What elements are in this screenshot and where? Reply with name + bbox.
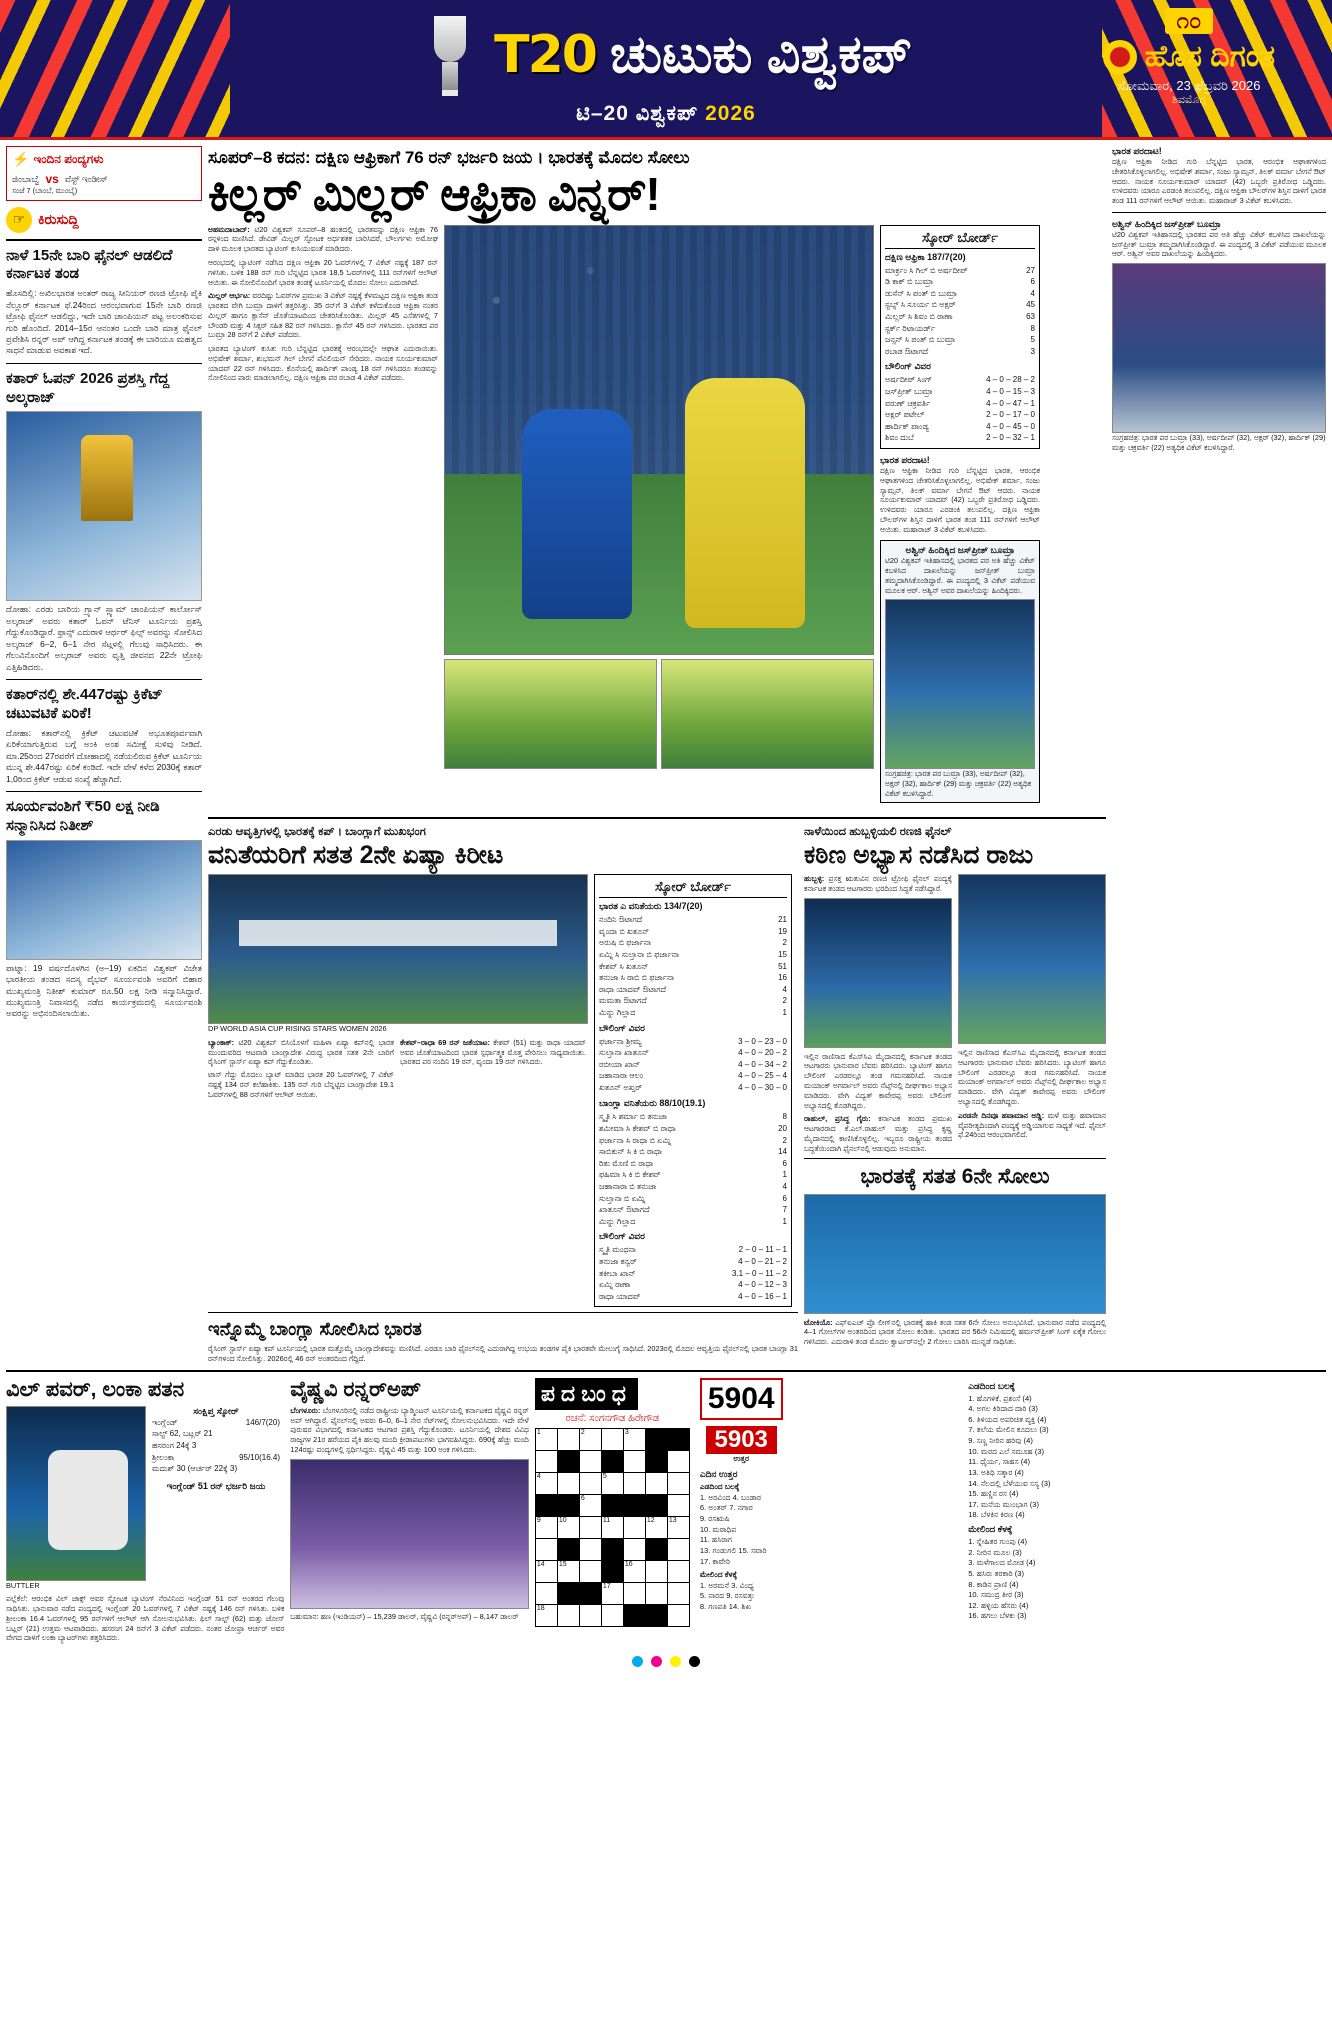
batter-runs: 3 [1030, 346, 1035, 356]
score-value [274, 1428, 280, 1440]
t20-logo: T20 [494, 24, 596, 85]
batter-runs: 2 [782, 1135, 787, 1145]
batter-runs: 27 [1026, 265, 1035, 275]
batter-runs: 16 [778, 973, 787, 983]
brief-item [6, 247, 202, 357]
batter-name: ಡಿ ಕಾಕ್ ಬಿ ಬುಮ್ರಾ [885, 277, 934, 287]
ranji-story [804, 825, 1106, 1363]
ranji-subhead-1: ರಾಹುಲ್, ಪ್ರಸಿದ್ಧ ಗೈರು: [804, 1114, 871, 1124]
left-column [6, 146, 202, 1364]
crossword-block [535, 1378, 962, 1644]
vaishnavi-headline: ವೈಷ್ಣವಿ ರನ್ನರ್‌ಅಪ್ [290, 1377, 422, 1401]
vaishnavi-story [290, 1378, 529, 1644]
batter-name: ಫರ್ಜಾನಾ ಸಿ ರಾಧಾ ಬಿ ಏಮ್ನಿ [599, 1135, 672, 1145]
answer-line: 5. ನಾರದ 9. ರಸವತ್ತು [699, 1591, 755, 1601]
bowler-figures: 3.1 – 0 – 11 – 2 [731, 1268, 787, 1278]
ranji-kicker: ನಾಳೆಯಿಂದ ಹುಬ್ಬಳ್ಳಿಯಲಿ ರಣಜಿ ಫೈನಲ್ [804, 826, 952, 839]
batter-name: ಮಿನ್ನು ಗಿಲ್ಲಾದ [599, 1216, 636, 1226]
kiru-suddi-header [6, 207, 202, 233]
england-result: ಇಂಗ್ಲೆಂಡ್ 51 ರನ್ ಭರ್ಜರಿ ಜಯ [166, 1480, 266, 1491]
ranji-subhead-2: ಎರಡನೇ ದಿನವೂ ಹವಾಮಾನ ಅಡ್ಡಿ: [958, 1110, 1045, 1120]
lead-body-3: ವರದಿಷ್ಟು ಓವರ್‌ಗಳ ಪ್ರಮುಖ 3 ವಿಕೆಟ್ ನಷ್ಟಕ್ಕೆ ಕೆಳಮಟ್ಟದ ದಕ್ಷಿಣ ಆಫ್ರಿಕಾ ತಂಡ ಭಾರತದ ವೇಗಿ ಬುಮ್ರಾ ದಾಳಿಗೆ ತತ್ತರಿಸಿತ್ತು. 35 ರನ್‌ಗೆ 3 ವಿಕೆಟ್ ಕಳೆದುಕೊಂಡ ಆಫ್ರಿಕಾ ನಂತರ ಮಿಲ್ಲರ್ ಹಾಗೂ ಕ್ಲಾಸೆನ್ ಜೊತೆಯಾಟದಿಂದ ಚೇತರಿಸಿಕೊಂಡಿತು. ಮಿಲ್ಲರ್ 45 ಎಸೆತಗಳಲ್ಲಿ 7 ಬೌಂಡರಿ ಮತ್ತು 4 ಸಿಕ್ಸರ್ ಸಹಿತ 82 ರನ್ ಗಳಿಸಿದರು. ಕ್ಲಾಸೆನ್ 45 ರನ್ ಗಳಿಸಿದರು. ಭಾರತದ ಪರ ಬುಮ್ರಾ 28 ರನ್‌ಗೆ 2 ವಿಕೆಟ್ ಪಡೆದರು. [208, 291, 438, 340]
batter-runs: 6 [1030, 277, 1035, 287]
batter-name: ರಾಧಾ ಯಾದವ್ ಔಟಾಗದೆ [599, 984, 667, 994]
tournament-subtitle: ಟಿ–20 ವಿಶ್ವಕಪ್ [576, 101, 699, 125]
clue-item: 10. ಸಮುದ್ರ ತೀರ (3) [968, 1590, 1024, 1600]
scoreboard-column [880, 225, 1040, 810]
brief-body: ಹೊಸದಿಲ್ಲಿ: ಅಖಿಲಭಾರತ ಅಂತರ್ ರಾಜ್ಯ ಸೀನಿಯರ್ ರಣಜಿ ಟ್ರೋಫಿ ಪೈಕಿ ನೆಲ್ಲೂರ್ ಕರ್ನಾಟಕ ಫೆ.24ರಿಂದ ಆರಂಭವಾಗುವ 15ನೇ ಬಾರಿ ರಣಜಿ ಟ್ರೋಫಿ ಫೈನಲ್ ಆಡಲಿದ್ದು, ಇದೇ ಬಾರಿ ಚಾಂಪಿಯನ್ ಪಟ್ಟ ಅಲಂಕರಿಸುವ ಗುರಿ ಹೊಂದಿದೆ. 2014–15ರ ಆನಂತರ ಒಂದೇ ಬಾರಿ ಮಾತ್ರ ಫೈನಲ್ ಪ್ರವೇಶಿಸಿ ರನ್ನರ್ ಅಪ್ ಆಗಿದ್ದ ಕರ್ನಾಟಕ ತಂಡಕ್ಕೆ ಈ ಬಾರಿಯೂ ಮಹತ್ವದ ಸಾಧನೆ ಮಾಡುವ ಅವಕಾಶ ಇದೆ. [6, 288, 202, 356]
bowler-name: ಜಹಾನಾರಾ ಆಲಂ [599, 1071, 644, 1081]
clue-item: 8. ಕಾಡಿನ ಪ್ರಾಣಿ (4) [968, 1579, 1019, 1589]
batter-name: ಜಹಾನಾರಾ ಬಿ ತನುಜಾ [599, 1182, 657, 1192]
clue-item: 15. ಹಣ್ಣಿನ ರಸ (4) [968, 1489, 1019, 1499]
batter-name: ರಿತು ಮೊಣಿ ಬಿ ರಾಧಾ [599, 1158, 654, 1168]
clue-item: 13. ಅತಿಥಿ ಸತ್ಕಾರ (4) [968, 1467, 1024, 1477]
bumrah-box-title: ಅಶ್ವಿನ್ ಹಿಂದಿಕ್ಕಿದ ಜಸ್‌ಪ್ರೀತ್ ಬೂಮ್ರಾ [905, 545, 1015, 556]
women-story-kicker: ಎರಡು ಆವೃತ್ತಿಗಳಲ್ಲಿ ಭಾರತಕ್ಕೆ ಕಪ್ । ಬಾಂಗ್ಲಾಗೆ ಮುಖಭಂಗ [208, 826, 426, 839]
batter-name: ಖಾತೂನ್ ಔಟಾಗದೆ [599, 1205, 650, 1215]
black-dot [689, 1656, 700, 1667]
score-label: ಮದುಶ್ 30 (ಆರ್ಚರ್ 22ಕ್ಕೆ 3) [152, 1464, 238, 1474]
brief-headline: ಸೂರ್ಯವಂಶಿಗೆ ₹50 ಲಕ್ಷ ನೀಡಿ ಸನ್ಮಾನಿಸಿದ ನಿತೀಶ್ [6, 798, 160, 834]
match-vs-label: vs [45, 172, 59, 186]
bumrah-box [880, 540, 1040, 803]
ranji-body-3: ಕರ್ನಾಟಕ ತಂಡದ ಪ್ರಮುಖ ಆಟಗಾರರಾದ ಕೆ.ಎಲ್.ರಾಹುಲ್ ಮತ್ತು ಪ್ರಸಿದ್ಧ ಕೃಷ್ಣ ಮೈದಾನದಲ್ಲಿ ಕಾಣಿಸಿಕೊಳ್ಳಲಿಲ್ಲ. ಇಬ್ಬರೂ ರಾಷ್ಟ್ರೀಯ ತಂಡದ ಬದ್ಧತೆಯಿಂದಾಗಿ ಫೈನಲ್‌ನಲ್ಲಿ ಆಡುವುದು ಅನುಮಾನ. [804, 1114, 952, 1153]
bowler-figures: 4 – 0 – 16 – 1 [738, 1291, 787, 1301]
batter-runs: 6 [782, 1193, 787, 1203]
score-value: 146/7(20) [245, 1417, 280, 1427]
clue-item: 9. ಸಣ್ಣ ನೀರಿನ ಹರಿವು (4) [968, 1436, 1033, 1446]
batter-runs: 6 [782, 1158, 787, 1168]
ranji-dateline: ಹುಬ್ಬಳ್ಳಿ: [804, 874, 825, 884]
batter-runs: 51 [778, 961, 787, 971]
women-scoreboard [594, 874, 792, 1307]
batter-name: ಮಮತಾ ಔಟಾಗದೆ [599, 996, 647, 1006]
alcaraz-photo [6, 411, 202, 601]
bowler-figures: 4 – 0 – 25 – 4 [738, 1071, 787, 1081]
right-col-photo [1112, 263, 1326, 433]
masthead-right [1064, 8, 1314, 107]
clue-item: 3. ಮಳೆಗಾಲದ ಮೋಡ (4) [968, 1558, 1036, 1568]
batting-list [885, 265, 1035, 358]
india-summary-title: ಭಾರತ ಪರದಾಟ! [880, 455, 930, 465]
lead-body-2: ಆರಂಭದಲ್ಲಿ ಬ್ಯಾಟಿಂಗ್ ನಡೆಸಿದ ದಕ್ಷಿಣ ಆಫ್ರಿಕಾ 20 ಓವರ್‌ಗಳಲ್ಲಿ 7 ವಿಕೆಟ್ ನಷ್ಟಕ್ಕೆ 187 ರನ್ ಗಳಿಸಿತು. ಬಳಿಕ 188 ರನ್ ಗುರಿ ಬೆನ್ನಟ್ಟಿದ ಭಾರತ 18.5 ಓವರ್‌ಗಳಲ್ಲಿ 111 ರನ್‌ಗಳಿಗೆ ಆಲೌಟ್ ಆಯಿತು. ಈ ಸೋಲಿನೊಂದಿಗೆ ಭಾರತ ತಂಡಕ್ಕೆ ಟೂರ್ನಿಯಲ್ಲಿ ಮೊದಲ ಸೋಲು ಎದುರಾಗಿದೆ. [208, 257, 438, 287]
brief-headline: ನಾಳೆ 15ನೇ ಬಾರಿ ಫೈನಲ್ ಆಡಲಿದೆ ಕರ್ನಾಟಕ ತಂಡ [6, 246, 173, 283]
right-col-subtitle: ಅಶ್ವಿನ್ ಹಿಂದಿಕ್ಕಿದ ಜಸ್‌ಪ್ರೀತ್ ಬೂಮ್ರಾ [1112, 218, 1221, 229]
crossword-grid[interactable]: 1 2 3 4 5 6 9 10 11 12 13 14 15 16 17 18 [535, 1428, 690, 1627]
batter-name: ಸ್ಮೃತಿ ಸಿ ಶರ್ಮಾ ಬಿ ತನುಜಾ [599, 1112, 667, 1122]
bowler-figures: 2 – 0 – 17 – 0 [986, 410, 1035, 420]
ranji-body-4: ಮಳೆ ಮತ್ತು ಹವಾಮಾನ ವೈಪರೀತ್ಯದಿಂದಾಗಿ ಪಂದ್ಯಕ್ಕೆ ಅಡ್ಡಿಯಾಗುವ ಸಾಧ್ಯತೆ ಇದೆ. ಫೈನಲ್ ಫೆ.24ರಿಂದ ಆರಂಭವಾಗಲಿದೆ. [958, 1110, 1106, 1140]
score-label: ಶ್ರೀಲಂಕಾ [152, 1452, 175, 1462]
bumrah-box-body: ಟಿ20 ವಿಶ್ವಕಪ್ ಇತಿಹಾಸದಲ್ಲಿ ಭಾರತದ ಪರ ಅತಿ ಹೆಚ್ಚು ವಿಕೆಟ್ ಕಬಳಿಸಿದ ದಾಖಲೆಯನ್ನು ಜಸ್‌ಪ್ರೀತ್ ಬುಮ್ರಾ ತಮ್ಮದಾಗಿಸಿಕೊಂಡಿದ್ದಾರೆ. ಈ ಪಂದ್ಯದಲ್ಲಿ 3 ವಿಕೆಟ್ ಪಡೆಯುವ ಮೂಲಕ ಆರ್. ಅಶ್ವಿನ್ ಅವರ ದಾಖಲೆಯನ್ನು ಹಿಂದಿಕ್ಕಿದರು. [885, 556, 1035, 595]
buttler-photo [6, 1406, 146, 1581]
bowler-name: ಸ್ಮೃತಿ ಮಂಧನಾ [599, 1245, 636, 1255]
vaishnavi-dateline: ಬೆಂಗಳೂರು: [290, 1405, 321, 1415]
women-asia-cup-story [208, 825, 798, 1363]
clue-item: 11. ಧೈರ್ಯ, ಸಾಹಸ (4) [968, 1457, 1030, 1467]
ranji-bowler-photo [958, 874, 1106, 1044]
women-scoreboard-title: ಸ್ಕೋರ್ ಬೋರ್ಡ್ [599, 879, 787, 898]
bowler-figures: 4 – 0 – 47 – 1 [986, 398, 1035, 408]
paper-logo-icon [1103, 40, 1137, 74]
batter-runs: 5 [1030, 335, 1035, 345]
brief-body: ಪಾಟ್ನಾ: 19 ವರ್ಷದೊಳಗಿನ (ಅ–19) ಏಕದಿನ ವಿಶ್ವಕಪ್ ವಿಜೇತ ಭಾರತೀಯ ತಂಡದ ಸದಸ್ಯ ವೈಭವ್ ಸೂರ್ಯವಂಶಿ ಅವರಿಗೆ ಬಿಹಾರ ಮುಖ್ಯಮಂತ್ರಿ ನಿತೀಶ್ ಕುಮಾರ್ ರೂ.50 ಲಕ್ಷ ನೀಡಿ ಸನ್ಮಾನಿಸಿದ್ದಾರೆ. ಮುಖ್ಯಮಂತ್ರಿ ನಿವಾಸದಲ್ಲಿ ನಡೆದ ಕಾರ್ಯಕ್ರಮದಲ್ಲಿ ಸೂರ್ಯವಂಶಿ ಅವರನ್ನು ಅಭಿನಂದಿಸಲಾಯಿತು. [6, 962, 202, 1019]
yellow-dot [670, 1656, 681, 1667]
ranji-body-1: ಪ್ರಸಕ್ತ ಋತುವಿನ ರಣಜಿ ಟ್ರೋಫಿ ಫೈನಲ್ ಪಂದ್ಯಕ್ಕೆ ಕರ್ನಾಟಕ ತಂಡದ ಆಟಗಾರರು ಭರದಿಂದ ಸಿದ್ಧತೆ ನಡೆಸಿದ್ದಾರೆ. [804, 874, 952, 893]
vaishnavi-body: ಬೆಂಗಳೂರಿನಲ್ಲಿ ನಡೆದ ರಾಷ್ಟ್ರೀಯ ಬ್ಯಾಡ್ಮಿಂಟನ್ ಟೂರ್ನಿಯಲ್ಲಿ ಕರ್ನಾಟಕದ ವೈಷ್ಣವಿ ರನ್ನರ್ ಅಪ್ ಆಗಿದ್ದಾರೆ. ಫೈನಲ್‌ನಲ್ಲಿ ಅವರು 6–0, 6–1 ನೇರ ಸೆಟ್‌ಗಳಲ್ಲಿ ಸೋಲನುಭವಿಸಿದರು. ಇದೇ ವೇಳೆ ಪುರುಷರ ವಿಭಾಗದಲ್ಲಿ ಕರ್ನಾಟಕದ ಆಟಗಾರ ಪ್ರಶಸ್ತಿ ಗೆದ್ದುಕೊಂಡರು. ಟೂರ್ನಿಯಲ್ಲಿ ದೇಶದ ವಿವಿಧ ರಾಜ್ಯಗಳ 21ರ ಹರೆಯದ ಪೈಕಿ ಹಲವು ಮಂದಿ ಕ್ರೀಡಾಪಟುಗಳು ಭಾಗವಹಿಸಿದ್ದರು. 690ಕ್ಕೆ ಹೆಚ್ಚು ಮಂದಿ 124ರಷ್ಟು ಪಂದ್ಯಗಳಲ್ಲಿ ಸ್ಪರ್ಧಿಸಿದ್ದರು. ವೈಷ್ಣವಿ 45 ಮತ್ತು 100 ಅಂಕ ಗಳಿಸಿದರು. [290, 1405, 529, 1454]
batter-runs: 8 [1030, 323, 1035, 333]
publication-date: ಸೋಮವಾರ, 23 ಫೆಬ್ರವರಿ 2026 [1117, 78, 1261, 93]
batter-runs: 21 [778, 915, 787, 925]
crossword-number: 5904 [707, 1381, 775, 1415]
clue-item: 6. ತಿಳಿಯದ ಅಪರಿಚಿತ ವ್ಯಕ್ತಿ (4) [968, 1414, 1047, 1424]
magenta-dot [651, 1656, 662, 1667]
scoreboard-team: ದಕ್ಷಿಣ ಆಫ್ರಿಕಾ 187/7(20) [885, 251, 966, 262]
lead-kicker: ಸೂಪರ್–8 ಕದನ: ದಕ್ಷಿಣ ಆಫ್ರಿಕಾಗೆ 76 ರನ್ ಭರ್ಜರಿ ಜಯ । ಭಾರತಕ್ಕೆ ಮೊದಲ ಸೋಲು [208, 148, 690, 167]
bowler-name: ತಕೀಬಾ ಖಾನ್ [599, 1268, 636, 1278]
india-summary-body: ದಕ್ಷಿಣ ಆಫ್ರಿಕಾ ನೀಡಿದ ಗುರಿ ಬೆನ್ನಟ್ಟಿದ ಭಾರತ, ಆರಂಭಿಕ ಆಘಾತಗಳಿಂದ ಚೇತರಿಸಿಕೊಳ್ಳಲಾಗಲಿಲ್ಲ. ಅಭಿಷೇಕ್ ಶರ್ಮಾ, ಸಂಜು ಸ್ಯಾಮ್ಸನ್, ತಿಲಕ್ ವರ್ಮಾ ಬೇಗನೆ ಔಟ್ ಆದರು. ನಾಯಕ ಸೂರ್ಯಕುಮಾರ್ ಯಾದವ್ (42) ಒಬ್ಬರೇ ಪ್ರತಿರೋಧ ಒಡ್ಡಿದರು. ಉಳಿದವರು ಯಾರೂ ಎರಡಂಕಿ ತಲುಪಲಿಲ್ಲ. ದಕ್ಷಿಣ ಆಫ್ರಿಕಾ ಬೌಲರ್‌ಗಳ ಶಿಸ್ತಿನ ದಾಳಿಗೆ ಭಾರತ ತಂಡ 111 ರನ್‌ಗಳಿಗೆ ಆಲೌಟ್ ಆಯಿತು. ಮಹಾರಾಜ್ 3 ವಿಕೆಟ್ ಕಬಳಿಸಿದರು. [880, 466, 1040, 534]
bowler-name: ಖತೂನ್ ಅಖ್ತರ್ [599, 1082, 643, 1092]
brief-headline: ಕತಾರ್ ಓಪನ್ 2026 ಪ್ರಶಸ್ತಿ ಗೆದ್ದ ಅಲ್ಕರಾಜ್ [6, 369, 170, 406]
clue-item: 5. ಹಸಿರು ತರಕಾರಿ (3) [968, 1568, 1025, 1578]
batter-name: ಮಿನ್ನು ಗಿಲ್ಲಾದ [599, 1007, 636, 1017]
bowler-figures: 4 – 0 – 30 – 0 [738, 1082, 787, 1092]
women-subhead: ಕೇಶವ್–ರಾಧಾ 69 ರನ್ ಜತೆಯಾಟ: [400, 1037, 490, 1047]
celebration-photo-1 [444, 659, 657, 769]
batter-runs: 1 [782, 1170, 787, 1180]
batter-runs: 19 [778, 926, 787, 936]
crossword-answer-label: ಉತ್ತರ [733, 1453, 750, 1463]
batter-name: ಸ್ಟಬ್ಸ್ ಸಿ ಸೂರ್ಯ ಬಿ ಅಕ್ಷರ್ [885, 300, 956, 310]
bowler-name: ರಬೀಯಾ ಖಾನ್ [599, 1059, 641, 1069]
right-col-subbody: ಟಿ20 ವಿಶ್ವಕಪ್ ಇತಿಹಾಸದಲ್ಲಿ ಭಾರತದ ಪರ ಅತಿ ಹೆಚ್ಚು ವಿಕೆಟ್ ಕಬಳಿಸಿದ ದಾಖಲೆಯನ್ನು ಜಸ್‌ಪ್ರೀತ್ ಬುಮ್ರಾ ತಮ್ಮದಾಗಿಸಿಕೊಂಡಿದ್ದಾರೆ. ಈ ಪಂದ್ಯದಲ್ಲಿ 3 ವಿಕೆಟ್ ಪಡೆಯುವ ಮೂಲಕ ಆರ್. ಅಶ್ವಿನ್ ಅವರ ದಾಖಲೆಯನ್ನು ಹಿಂದಿಕ್ಕಿದರು. [1112, 229, 1326, 259]
clue-item: 14. ನೆಲದಲ್ಲಿ ಬೆಳೆಯುವ ಸಸ್ಯ (3) [968, 1478, 1051, 1488]
masthead [0, 0, 1332, 140]
answer-line: 17. ಕಾವೇರಿ [699, 1556, 730, 1566]
vaishnavi-photo [290, 1459, 529, 1609]
clue-item: 1. ಸ್ನೇಹಿತರ ಗುಂಪು (4) [968, 1537, 1028, 1547]
right-column [1112, 146, 1326, 1364]
clue-item: 12. ಹಳ್ಳಿಯ ಹೆಸರು (4) [968, 1600, 1029, 1610]
women-dateline: ಬ್ಯಾಂಕಾಕ್: [208, 1037, 235, 1047]
paper-name: ಹೊಸ ದಿಗಂತ [1144, 40, 1276, 73]
score-label: ಇಂಗ್ಲೆಂಡ್ [152, 1417, 178, 1427]
batter-runs: 4 [782, 1182, 787, 1192]
trophy-icon [420, 12, 480, 98]
ranji-body-2b: ಇಲ್ಲಿನ ರಾಣಿಸಾದ ಕೆಎಸ್‌ಸಿಎ ಮೈದಾನದಲ್ಲಿ ಕರ್ನಾಟಕ ತಂಡದ ಆಟಗಾರರು ಭಾನುವಾರ ಬೆವರು ಹರಿಸಿದರು. ಬ್ಯಾಟಿಂಗ್ ಹಾಗೂ ಬೌಲಿಂಗ್ ಎರಡರಲ್ಲೂ ತಂಡ ಗಮನಹರಿಸಿದೆ. ನಾಯಕ ಮಯಾಂಕ್ ಅಗರ್ವಾಲ್ ಅವರು ನೆಟ್ಸ್‌ನಲ್ಲಿ ದೀರ್ಘಕಾಲ ಅಭ್ಯಾಸ ಮಾಡಿದರು. ವೇಗಿ ವಿದ್ವತ್ ಕಾವೇರಪ್ಪ ಅವರು ಬೌಲಿಂಗ್ ಅಭ್ಯಾಸದಲ್ಲಿ ತೊಡಗಿದ್ದರು. [958, 1048, 1106, 1106]
masthead-left-decoration [0, 0, 230, 137]
bowler-figures: 4 – 0 – 12 – 3 [738, 1280, 787, 1290]
surya-award-photo [6, 840, 202, 960]
women-photo-caption: DP WORLD ASIA CUP RISING STARS WOMEN 2026 [208, 1024, 387, 1034]
right-col-caption: ಸಂಗ್ರಹಚಿತ್ರ: ಭಾರತ ಪರ ಬುಮ್ರಾ (33), ಅರ್ಷದೀಪ್ (32), ಅಕ್ಷರ್ (32), ಹಾರ್ದಿಕ್ (29) ಮತ್ತು ಚಕ್ರವರ್ತಿ (22) ಅತ್ಯಧಿಕ ವಿಕೆಟ್ ಕಬಳಿಸಿದ್ದಾರೆ. [1112, 433, 1326, 452]
women-scoreboard-team2: ಬಾಂಗ್ಲಾ ವನಿತೆಯರು 88/10(19.1) [599, 1098, 706, 1109]
brief-item [6, 798, 202, 1020]
answer-line: 1. ಅರವಿಂದ 4. ಬಂಡಾರ [699, 1492, 762, 1502]
score-value [274, 1463, 280, 1475]
brief-headline: ಕತಾರ್‌ನಲ್ಲಿ ಶೇ.447ರಷ್ಟು ಕ್ರಿಕೆಟ್ ಚಟುವಟಿಕೆ ಏರಿಕೆ! [6, 686, 163, 722]
answer-line: 11. ಹಸಿರಾಗ [699, 1535, 733, 1545]
crossword-number-box [700, 1378, 783, 1420]
women-footer-body: ರೈಸಿಂಗ್ ಸ್ಟಾರ್ಸ್ ಏಷ್ಯಾ ಕಪ್ ಟೂರ್ನಿಯಲ್ಲಿ ಭಾರತ ಮತ್ತೊಮ್ಮೆ ಬಾಂಗ್ಲಾದೇಶವನ್ನು ಮಣಿಸಿದೆ. ಎರಡೂ ಬಾರಿ ಫೈನಲ್‌ನಲ್ಲಿ ಎದುರಾಗಿದ್ದ ಉಭಯ ತಂಡಗಳ ಪೈಕಿ ಭಾರತವೇ ಮೇಲುಗೈ ಸಾಧಿಸಿದೆ. 2023ರಲ್ಲಿ ಮೊದಲ ಆವೃತ್ತಿಯ ಫೈನಲ್‌ನಲ್ಲಿ ಭಾರತ ಬಾಂಗ್ಲಾ 31 ರನ್‌ಗಳಿಂದ ಸೋಲಿಸಿತ್ತು. 2026ರಲ್ಲಿ 46 ರನ್ ಅಂತರದಿಂದ ಗೆದ್ದಿದೆ. [208, 1344, 798, 1363]
answer-line: 9. ರಸಋಷಿ [699, 1514, 730, 1524]
bowler-name: ಅಕ್ಷರ್ ಪಟೇಲ್ [885, 410, 925, 420]
score-value: 95/10(16.4) [239, 1452, 280, 1462]
bowler-name: ಏಮ್ನಿ ರಾಣಾ [599, 1280, 631, 1290]
clue-item: 2. ನೀರಿನ ಮೂಲ (3) [968, 1547, 1022, 1557]
bowler-name: ಅರ್ಷದೀಪ್ ಸಿಂಗ್ [885, 375, 932, 385]
bowling-title: ಬೌಲಿಂಗ್ ವಿವರ [885, 361, 931, 372]
batter-name: ಸುಲ್ತಾನಾ ಬಿ ಏಮ್ನಿ [599, 1193, 646, 1203]
clue-item: 10. ಮರದ ಎಲೆ ಸಮೂಹ (3) [968, 1446, 1045, 1456]
bowler-figures: 4 – 0 – 15 – 3 [986, 387, 1035, 397]
answers-across-title: ಎಡದಿಂದ ಬಲಕ್ಕೆ [699, 1482, 740, 1492]
cyan-dot [632, 1656, 643, 1667]
vaishnavi-prize: ಬಹುಮಾನ: ಹಣ (ಇಂಡಿಯನ್) – 15,239 ಡಾಲರ್, ವೈಷ್ಣವಿ (ರನ್ನರ್‌ಅಪ್) – 8,147 ಡಾಲರ್ [290, 1611, 519, 1621]
bowler-figures: 4 – 0 – 20 – 2 [738, 1048, 787, 1058]
todays-matches-box [6, 146, 202, 201]
batter-runs: 7 [782, 1205, 787, 1215]
clue-item: 4. ಅಗಲ ಕಿರಿದಾದ ದಾರಿ (3) [968, 1404, 1038, 1414]
batter-runs: 1 [782, 1007, 787, 1017]
answer-line: 1. ಅರಮನೆ 3. ವಿಂಧ್ಯ [699, 1580, 754, 1590]
todays-matches-title: ಇಂದಿನ ಪಂದ್ಯಗಳು [33, 152, 104, 166]
women-footer-headline: ಇನ್ನೊಮ್ಮೆ ಬಾಂಗ್ಲಾ ಸೋಲಿಸಿದ ಭಾರತ [208, 1319, 422, 1340]
crossword-answer-box [700, 1424, 783, 1467]
bowler-figures: 4 – 0 – 34 – 2 [738, 1059, 787, 1069]
crossword-answer-number: 5903 [706, 1426, 777, 1454]
batter-runs: 63 [1026, 312, 1035, 322]
down-title: ಮೇಲಿಂದ ಕೆಳಕ್ಕೆ [968, 1524, 1013, 1535]
scoreboard-title: ಸ್ಕೋರ್ ಬೋರ್ಡ್ [885, 230, 1035, 249]
bowler-name: ಶಿವಂ ದುಬೆ [885, 433, 914, 443]
bowler-figures: 3 – 0 – 23 – 0 [738, 1036, 787, 1046]
batter-runs: 2 [782, 996, 787, 1006]
bowler-name: ಫರ್ಜಾನಾ ಶ್ರೀಮ್ಯ [599, 1036, 642, 1046]
batter-name: ತನುಜಾ ಸಿ ರಾಬಿ ಬಿ ಫರ್ಜಾನಾ [599, 973, 675, 983]
batter-runs: 1 [782, 1216, 787, 1226]
kiru-suddi-label: ಕಿರುಸುದ್ದಿ [38, 211, 79, 228]
match-detail: ಸಂಜೆ 7 (ಬಾಂಬೆ, ಮುಂಬೈ) [12, 186, 78, 195]
bowler-figures: 4 – 0 – 21 – 2 [738, 1257, 787, 1267]
match-team-a: ಜಿಂಬಾಬ್ವೆ [12, 173, 40, 184]
lead-body-1: ಟಿ20 ವಿಶ್ವಕಪ್ ಸೂಪರ್–8 ಹಂತದಲ್ಲಿ ಭಾರತವನ್ನು ದಕ್ಷಿಣ ಆಫ್ರಿಕಾ 76 ರನ್ಗಳಿಂದ ಮಣಿಸಿದೆ. ಡೇವಿಡ್ ಮಿಲ್ಲರ್ ಸ್ಫೋಟಕ ಅರ್ಧಶತಕ ಬಾರಿಸಿದರೆ, ಬೌಲರ್ಗಳು ಅಮೋಘ ದಾಳಿ ಮೂಲಕ ಭಾರತದ ಬ್ಯಾಟಿಂಗ್ ಕುಸಿಯುವಂತೆ ಮಾಡಿದರು. [208, 224, 438, 254]
india-summary-box [880, 455, 1040, 534]
batter-name: ಜನ್ಸನ್ ಸಿ ಪಂತ್ ಬಿ ಬುಮ್ರಾ [885, 335, 956, 345]
score-value [274, 1440, 280, 1452]
bottom-section [0, 1378, 1332, 1652]
pointer-icon: ☞ [6, 207, 32, 233]
batter-name: ವೃಂದಾ ಬಿ ಖತೂನ್ [599, 926, 650, 936]
masthead-center [250, 0, 1082, 137]
clue-item: 1. ಹೊಗಳಿಕೆ, ಪ್ರಶಂಸೆ (4) [968, 1393, 1032, 1403]
lead-headline: ಕಿಲ್ಲರ್ ಮಿಲ್ಲರ್ ಆಫ್ರಿಕಾ ವಿನ್ನರ್! [208, 168, 660, 221]
crossword-author: ರಚನೆ: ಸಂಗನಗೌಡ ಹಿರೇಗೌಡ [565, 1412, 660, 1424]
batter-runs: 14 [778, 1147, 787, 1157]
hockey-photo [804, 1194, 1106, 1314]
bowler-name: ರಾಧಾ ಯಾದವ್ [599, 1291, 641, 1301]
women-bowling-title: ಬೌಲಿಂಗ್ ವಿವರ [599, 1022, 645, 1033]
batter-runs: 45 [1026, 300, 1035, 310]
answer-line: 6. ಅಂತರ್ 7. ನಗಾರ [699, 1503, 753, 1513]
batter-name: ಫಹಿಮಾ ಸಿ ಕಿ ಬಿ ಕೇಶವ್ [599, 1170, 661, 1180]
batter-name: ಶಮೀಮಾ ಸಿ ಕೇಶವ್ ಬಿ ರಾಧಾ [599, 1124, 676, 1134]
england-score-title: ಸಂಕ್ಷಿಪ್ತ ಸ್ಕೋರ್ [193, 1405, 239, 1416]
right-col-title: ಭಾರತ ಪರದಾಟ! [1112, 146, 1162, 156]
women-body-1: ಟಿ20 ವಿಶ್ವಕಪ್ ಬಿಸಿಯೊಳಗೆ ಮಹಿಳಾ ಏಷ್ಯಾ ಕಪ್‌ನಲ್ಲಿ ಭಾರತ ಮುಂದುವರಿದ ಆಟವಾಡಿ ಬಾಂಗ್ಲಾದೇಶ ವಿರುದ್ಧ ಭಾರತ ಸತತ 2ನೇ ಬಾರಿಗೆ ರೈಸಿಂಗ್ ಸ್ಟಾರ್ಸ್ ಏಷ್ಯಾ ಕಪ್ ಗೆದ್ದುಕೊಂಡಿತು. [208, 1037, 394, 1067]
women-scoreboard-team1: ಭಾರತ ಎ ವನಿತೆಯರು 134/7(20) [599, 901, 703, 912]
hockey-body: ಎಫ್‌ಐಎಚ್ ಪ್ರೊ ಲೀಗ್‌ನಲ್ಲಿ ಭಾರತಕ್ಕೆ ಹಾಕಿ ತಂಡ ಸತತ 6ನೇ ಸೋಲು ಅನುಭವಿಸಿದೆ. ಭಾನುವಾರ ನಡೆದ ಪಂದ್ಯದಲ್ಲಿ 4–1 ಗೋಲ್‌ಗಳ ಅಂತರದಿಂದ ಭಾರತ ಸೋಲು ಕಂಡಿತು. ಭಾರತದ ಪರ 56ನೇ ನಿಮಿಷದಲ್ಲಿ ಹರ್ಮನ್‌ಪ್ರೀತ್ ಸಿಂಗ್ ಏಕೈಕ ಗೋಲು ಗಳಿಸಿದರು. ಎದುರಾಳಿ ತಂಡ ಮೊದಲ ಕ್ವಾರ್ಟರ್‌ನಲ್ಲೇ 2 ಗೋಲು ಬಾರಿಸಿ ಮುನ್ನಡೆ ಸಾಧಿಸಿತು. [804, 1317, 1107, 1347]
crossword-title: ಪದಬಂಧ [535, 1378, 638, 1410]
bowler-figures: 2 – 0 – 11 – 1 [738, 1245, 787, 1255]
hockey-headline: ಭಾರತಕ್ಕೆ ಸತತ 6ನೇ ಸೋಲು [860, 1165, 1050, 1189]
main-column [208, 146, 1106, 1364]
clue-item: 17. ಮನೆಯ ಮುಂಭಾಗ (3) [968, 1499, 1039, 1509]
page-number: ೧೦ [1165, 8, 1214, 34]
sa-batter-figure [685, 378, 805, 628]
batter-name: ಸ್ಟರ್ಕ್ ರಿಟಾಯರ್ಡ್ [885, 323, 936, 333]
batter-name: ಅರುಷಿ ಬಿ ಫರ್ಜಾನಾ [599, 938, 652, 948]
bowler-figures: 4 – 0 – 28 – 2 [986, 375, 1035, 385]
page-body [0, 140, 1332, 1370]
main-scoreboard [880, 225, 1040, 449]
clue-item: 18. ಬೆಳಕಿನ ಕಿರಣ (4) [968, 1510, 1025, 1520]
lightning-icon: ⚡ [12, 151, 30, 167]
lead-dateline: ಅಹಮದಾಬಾದ್: [208, 224, 250, 234]
celebration-photo-2 [661, 659, 874, 769]
crossword-clues [968, 1378, 1326, 1644]
hockey-dateline: ಟೋಕಿಯೊ: [804, 1317, 833, 1327]
secondary-stories-row [208, 825, 1106, 1363]
batter-name: ಏಮ್ನಿ ಸಿ ಸುಲ್ತಾನಾ ಬಿ ಫರ್ಜಾನಾ [599, 949, 679, 959]
batter-runs: 2 [782, 938, 787, 948]
bowler-name: ವರುಣ್ ಚಕ್ರವರ್ತಿ [885, 398, 931, 408]
batter-name: ರಬಾಡ ಔಟಾಗದೆ [885, 346, 929, 356]
batter-name: ಮಿಲ್ಲರ್ ಸಿ ಶಿವಂ ಬಿ ರಾಣಾ [885, 312, 953, 322]
answer-line: 8. ಗಣಪತಿ 14. ಶಿಖ [699, 1602, 752, 1612]
answer-line: 10. ಮಠಾಧಿಪ [699, 1524, 737, 1534]
england-story [6, 1378, 284, 1644]
across-title: ಎಡದಿಂದ ಬಲಕ್ಕೆ [968, 1380, 1016, 1391]
batter-name: ಕೇಶವ್ ಸಿ ಖತೂನ್ [599, 961, 649, 971]
women-bowling-title-2: ಬೌಲಿಂಗ್ ವಿವರ [599, 1231, 645, 1242]
brief-body: ದೋಹಾ: ಎರಡು ಬಾರಿಯ ಗ್ರ್ಯಾನ್ ಸ್ಲ್ಯಾಮ್ ಚಾಂಪಿಯನ್ ಕಾರ್ಲೋಸ್ ಅಲ್ಕರಾಜ್ ಅವರು ಕತಾರ್ ಓಪನ್ ಟೆನಿಸ್ ಟೂರ್ನಿಯ ಪ್ರಶಸ್ತಿ ಗೆದ್ದುಕೊಂಡಿದ್ದಾರೆ. ಫ್ರಾನ್ಸ್ ಎದುರಾಳಿ ಆರ್ಥರ್ ಫಿಲ್ಸ್ ಅವರನ್ನು ಸೋಲಿಸಿದ ಅಲ್ಕರಾಜ್ 6–2, 6–1 ನೇರ ಸೆಟ್ಗಳಲ್ಲಿ ಗೆಲುವು ಸಾಧಿಸಿದರು. ಈ ಗೆಲುವಿನೊಂದಿಗೆ ಅಲ್ಕರಾಜ್ ಅವರು ವೃತ್ತಿ ಜೀವನದ 22ನೇ ಟ್ರೋಫಿ ಎತ್ತಿಹಿಡಿದರು. [6, 604, 202, 672]
brief-body: ದೋಹಾ: ಕತಾರ್‌ನಲ್ಲಿ ಕ್ರಿಕೆಟ್ ಚಟುವಟಿಕೆ ಅಭೂತಪೂರ್ವವಾಗಿ ಏರಿಕೆಯಾಗುತ್ತಿರುವ ಬಗ್ಗೆ ಅಂಕಿ ಅಂಶ ಸಮೀಕ್ಷೆ ಸುಳಿವು ನೀಡಿದೆ. ಮಾ.25ರಿಂದ 27ರವರೆಗೆ ದೋಹಾದಲ್ಲಿ ನಡೆಯಲಿರುವ ಕ್ರಿಕೆಟ್ ಟೂರ್ನಿಯ ಮುನ್ನ ಶೇ.447ರಷ್ಟು ಏರಿಕೆ ಕಂಡಿದೆ. ಇದೇ ವೇಳೆ ಕಳೆದ 2030ಕ್ಕೆ ಕತಾರ್ 1,0ರಿಂದ ಕ್ರಿಕೆಟ್ ಆಡುವ ಸಂಖ್ಯೆ ಹೆಚ್ಚಾಗಿದೆ. [6, 727, 202, 784]
match-team-b: ವೆಸ್ಟ್ ಇಂಡೀಸ್ [64, 173, 108, 184]
tournament-year: 2026 [705, 101, 756, 125]
photo-banner [239, 920, 557, 946]
clue-item: 7. ತಲೆಯ ಮೇಲಿನ ಕೂದಲು (3) [968, 1425, 1049, 1435]
publication-place: ಶಿವಮೊಗ್ಗ [1171, 94, 1207, 106]
batter-name: ಮಾರ್ಕ್ರಂ ಸಿ ಗಿಲ್ ಬಿ ಅರ್ಷದೀಪ್ [885, 265, 968, 275]
lead-body-4: ಭಾರತದ ಬ್ಯಾಟಿಂಗ್ ಕುಸಿತ: ಗುರಿ ಬೆನ್ನಟ್ಟಿದ ಭಾರತಕ್ಕೆ ಆರಂಭದಲ್ಲೇ ಆಘಾತ ಎದುರಾಯಿತು. ಅಭಿಷೇಕ್ ಶರ್ಮಾ, ಶುಭಮನ್ ಗಿಲ್ ಬೇಗನೆ ಪೆವಿಲಿಯನ್ ಸೇರಿದರು. ನಾಯಕ ಸೂರ್ಯಕುಮಾರ್ ಯಾದವ್ 22 ರನ್ ಗಳಿಸಿದರು. ಕೊನೆಯಲ್ಲಿ ಹಾರ್ದಿಕ್ ಪಾಂಡ್ಯ 18 ರನ್ ಗಳಿಸಿದರೂ ತಂಡವನ್ನು ಸೋಲಿನಿಂದ ಪಾರು ಮಾಡಲಾಗಲಿಲ್ಲ. ದಕ್ಷಿಣ ಆಫ್ರಿಕಾ ಪರ ರಬಾಡ 4 ವಿಕೆಟ್ ಪಡೆದರು. [208, 344, 438, 383]
batter-name: ನಂದಿನಿ ಔಟಾಗದೆ [599, 915, 643, 925]
batter-runs: 20 [778, 1124, 787, 1134]
score-label: ಸಾಲ್ಟ್ 62, ಬಟ್ಲರ್ 21 [152, 1429, 213, 1439]
lead-photo-block [444, 225, 874, 810]
answers-title: ಎದಿನ ಉತ್ತರ [699, 1469, 738, 1480]
score-label: ಹಸರಂಗ 24ಕ್ಕೆ 3 [152, 1440, 197, 1450]
bowler-name: ತನುಜಾ ಕನ್ವರ್ [599, 1257, 637, 1267]
bowler-name: ಹಾರ್ದಿಕ್ ಪಾಂಡ್ಯ [885, 421, 929, 431]
england-headline: ವಿಲ್ ಪವರ್, ಲಂಕಾ ಪತನ [6, 1377, 185, 1401]
ranji-practice-photo [804, 898, 952, 1048]
bowler-figures: 4 – 0 – 45 – 0 [986, 421, 1035, 431]
ranji-headline: ಕಠಿಣ ಅಭ್ಯಾಸ ನಡೆಸಿದ ರಾಜು [804, 840, 1034, 869]
england-body: ಪಲ್ಲೆಕೆಲೆ: ಆರಂಭಿಕ ವಿಲ್ ಜಾಕ್ಸ್ ಅವರ ಸ್ಫೋಟಕ ಬ್ಯಾಟಿಂಗ್ ನೆರವಿನಿಂದ ಇಂಗ್ಲೆಂಡ್ 51 ರನ್ ಅಂತರದ ಗೆಲುವು ಸಾಧಿಸಿತು. ಭಾನುವಾರ ನಡೆದ ಪಂದ್ಯದಲ್ಲಿ ಇಂಗ್ಲೆಂಡ್ 20 ಓವರ್‌ಗಳಲ್ಲಿ 7 ವಿಕೆಟ್ ನಷ್ಟಕ್ಕೆ 146 ರನ್ ಗಳಿಸಿತು. ಬಳಿಕ ಶ್ರೀಲಂಕಾ 16.4 ಓವರ್‌ಗಳಲ್ಲಿ 95 ರನ್‌ಗಳಿಗೆ ಆಲೌಟ್ ಆಗಿ ಸೋಲನುಭವಿಸಿತು. ಫಿಲ್ ಸಾಲ್ಟ್ (62) ಮತ್ತು ಜೋಸ್ ಬಟ್ಲರ್ (21) ಉತ್ತಮ ಆಟವಾಡಿದರು. ಹಸರಂಗ 24 ರನ್‌ಗೆ 3 ವಿಕೆಟ್ ಪಡೆದರು. ನಂತರ ಜೋಫ್ರಾ ಆರ್ಚರ್ ಅವರ ವೇಗದ ದಾಳಿಗೆ ಲಂಕಾ ಬ್ಯಾಟರ್‌ಗಳು ತತ್ತರಿಸಿದರು. [6, 1594, 285, 1643]
batter-runs: 4 [782, 984, 787, 994]
print-registration-marks [0, 1651, 1332, 1675]
women-body-2: ಟಾಸ್ ಗೆದ್ದು ಮೊದಲು ಬ್ಯಾಟ್ ಮಾಡಿದ ಭಾರತ 20 ಓವರ್‌ಗಳಲ್ಲಿ 7 ವಿಕೆಟ್ ನಷ್ಟಕ್ಕೆ 134 ರನ್ ಕಲೆಹಾಕಿತು. 135 ರನ್ ಗುರಿ ಬೆನ್ನಟ್ಟಿದ ಬಾಂಗ್ಲಾದೇಶ 19.1 ಓವರ್‌ಗಳಲ್ಲಿ 88 ರನ್‌ಗಳಿಗೆ ಆಲೌಟ್ ಆಯಿತು. [208, 1070, 394, 1099]
india-batter-figure [522, 409, 632, 619]
women-body-3: ಕೇಶವ್ (51) ಮತ್ತು ರಾಧಾ ಯಾದವ್ ಅವರ ಜೊತೆಯಾಟದಿಂದ ಭಾರತ ಸ್ಪರ್ಧಾತ್ಮಕ ಮೊತ್ತ ಪೇರಿಸಲು ಸಾಧ್ಯವಾಯಿತು. ಭಾರತದ ಪರ ನಂದಿನಿ 19 ರನ್, ವೃಂದಾ 19 ರನ್ ಗಳಿಸಿದರು. [400, 1037, 586, 1067]
bumrah-photo [885, 599, 1035, 769]
bowling-list [885, 374, 1035, 444]
buttler-photo-name: BUTTLER [6, 1580, 40, 1590]
batter-runs: 15 [778, 949, 787, 959]
lead-match-photo [444, 225, 874, 655]
answer-line: 13. ಗಂಡುಗಲಿ 15. ಸವಾರಿ [699, 1545, 767, 1555]
clue-item: 16. ಹಗಲು ಬೆಳಕು (3) [968, 1611, 1027, 1621]
batter-runs: 4 [1030, 288, 1035, 298]
bowler-name: ಸುಲ್ತಾನಾ ಖಾತೂನ್ [599, 1048, 650, 1058]
brief-item [6, 686, 202, 785]
batter-name: ಸಾಬಿಕುನ್ ಸಿ ಕಿ ಬಿ ರಾಧಾ [599, 1147, 662, 1157]
right-col-body: ದಕ್ಷಿಣ ಆಫ್ರಿಕಾ ನೀಡಿದ ಗುರಿ ಬೆನ್ನಟ್ಟಿದ ಭಾರತ, ಆರಂಭಿಕ ಆಘಾತಗಳಿಂದ ಚೇತರಿಸಿಕೊಳ್ಳಲಾಗಲಿಲ್ಲ. ಅಭಿಷೇಕ್ ಶರ್ಮಾ, ಸಂಜು ಸ್ಯಾಮ್ಸನ್, ತಿಲಕ್ ವರ್ಮಾ ಬೇಗನೆ ಔಟ್ ಆದರು. ನಾಯಕ ಸೂರ್ಯಕುಮಾರ್ ಯಾದವ್ (42) ಒಬ್ಬರೇ ಪ್ರತಿರೋಧ ಒಡ್ಡಿದರು. ಉಳಿದವರು ಯಾರೂ ಎರಡಂಕಿ ತಲುಪಲಿಲ್ಲ. ದಕ್ಷಿಣ ಆಫ್ರಿಕಾ ಬೌಲರ್‌ಗಳ ಶಿಸ್ತಿನ ದಾಳಿಗೆ ಭಾರತ ತಂಡ 111 ರನ್‌ಗಳಿಗೆ ಆಲೌಟ್ ಆಯಿತು. ಮಹಾರಾಜ್ 3 ವಿಕೆಟ್ ಕಬಳಿಸಿದರು. [1112, 157, 1327, 206]
tournament-title: ಚುಟುಕು ವಿಶ್ವಕಪ್ [609, 25, 912, 84]
answers-down-title: ಮೇಲಿಂದ ಕೆಳಕ್ಕೆ [699, 1570, 738, 1580]
women-team-photo [208, 874, 588, 1024]
brief-item [6, 370, 202, 673]
lead-subhead: ಮಿಲ್ಲರ್ ಆರ್ಭಟ: [208, 291, 251, 301]
women-story-headline: ವನಿತೆಯರಿಗೆ ಸತತ 2ನೇ ಏಷ್ಯಾ ಕಿರೀಟ [208, 840, 504, 869]
lead-story-text [208, 225, 438, 810]
bumrah-photo-caption: ಸಂಗ್ರಹಚಿತ್ರ: ಭಾರತ ಪರ ಬುಮ್ರಾ (33), ಅರ್ಷದೀಪ್ (32), ಅಕ್ಷರ್ (32), ಹಾರ್ದಿಕ್ (29) ಮತ್ತು ಚಕ್ರವರ್ತಿ (22) ಅತ್ಯಧಿಕ ವಿಕೆಟ್ ಕಬಳಿಸಿದ್ದಾರೆ. [885, 769, 1032, 798]
bowler-name: ಜಸ್‌ಪ್ರೀತ್ ಬುಮ್ರಾ [885, 387, 933, 397]
ranji-body-2: ಇಲ್ಲಿನ ರಾಣಿಸಾದ ಕೆಎಸ್‌ಸಿಎ ಮೈದಾನದಲ್ಲಿ ಕರ್ನಾಟಕ ತಂಡದ ಆಟಗಾರರು ಭಾನುವಾರ ಬೆವರು ಹರಿಸಿದರು. ಬ್ಯಾಟಿಂಗ್ ಹಾಗೂ ಬೌಲಿಂಗ್ ಎರಡರಲ್ಲೂ ತಂಡ ಗಮನಹರಿಸಿದೆ. ನಾಯಕ ಮಯಾಂಕ್ ಅಗರ್ವಾಲ್ ಅವರು ನೆಟ್ಸ್‌ನಲ್ಲಿ ದೀರ್ಘಕಾಲ ಅಭ್ಯಾಸ ಮಾಡಿದರು. ವೇಗಿ ವಿದ್ವತ್ ಕಾವೇರಪ್ಪ ಅವರು ಬೌಲಿಂಗ್ ಅಭ್ಯಾಸದಲ್ಲಿ ತೊಡಗಿದ್ದರು. [804, 1051, 952, 1110]
bowler-figures: 2 – 0 – 32 – 1 [986, 433, 1035, 443]
batter-name: ಡುಸೆನ್ ಸಿ ಪಂತ್ ಬಿ ಬುಮ್ರಾ [885, 288, 958, 298]
batter-runs: 8 [782, 1112, 787, 1122]
